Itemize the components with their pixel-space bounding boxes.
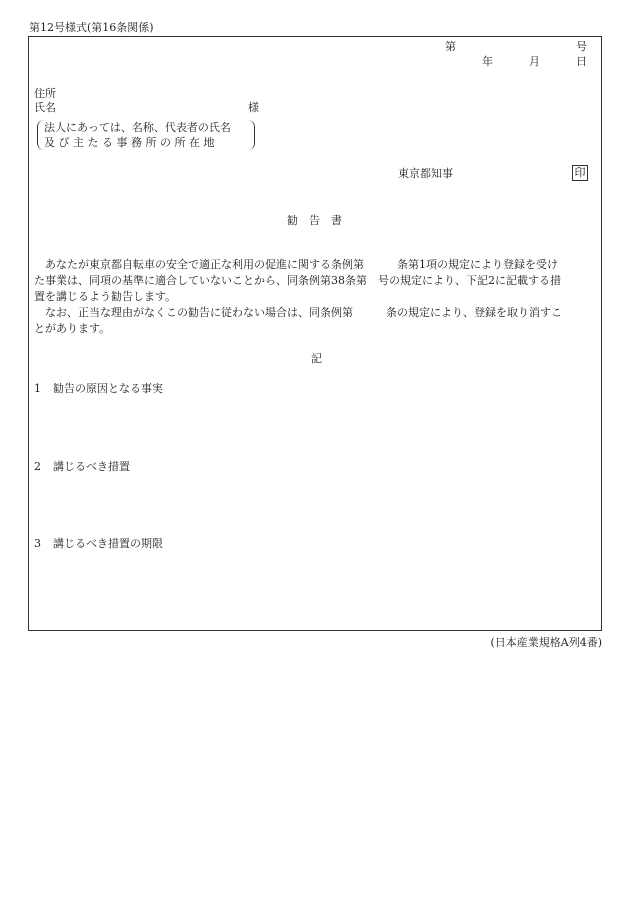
ki-heading: 記 [311,352,322,365]
item-number: 2 [34,460,41,473]
date-year-label: 年 [482,55,493,68]
body-p1-line2: た事業は、同項の基準に適合していないことから、同条例第38条第 号の規定により、下記2に記載する措 [34,274,561,287]
doc-number-suffix: 号 [576,40,587,53]
date-month-label: 月 [529,55,540,68]
paper-size-note: (日本産業規格A列4番) [490,636,602,649]
issuer-title: 東京都知事 [398,167,453,180]
item-number: 1 [34,382,41,395]
item-label: 勧告の原因となる事実 [53,382,163,395]
corporate-note-line1: 法人にあっては、名称、代表者の氏名 [44,121,231,134]
address-label: 住所 [34,87,56,100]
item-3 [34,537,163,550]
honorific-sama: 様 [248,101,259,114]
item-2 [34,460,130,473]
body-p2-line1: なお、正当な理由がなくこの勧告に従わない場合は、同条例第 条の規定により、登録を取り消すこ [34,306,562,319]
body-p1-line3: 置を講じるよう勧告します。 [34,290,177,303]
form-number: 第12号様式(第16条関係) [29,21,154,34]
doc-number-prefix: 第 [445,40,456,53]
notice-body [34,257,600,337]
date-day-label: 日 [576,55,587,68]
item-label: 講じるべき措置 [53,460,130,473]
seal-stamp: 印 [572,165,588,181]
item-label: 講じるべき措置の期限 [53,537,163,550]
body-p1-line1: あなたが東京都自転車の安全で適正な利用の促進に関する条例第 条第1項の規定により登録を受け [34,258,558,271]
document-title: 勧 告 書 [287,214,342,227]
name-label: 氏名 [34,101,56,114]
corporate-note-line2: 及 び 主 た る 事 務 所 の 所 在 地 [44,136,215,149]
item-1 [34,382,163,395]
item-number: 3 [34,537,41,550]
body-p2-line2: とがあります。 [34,322,111,335]
